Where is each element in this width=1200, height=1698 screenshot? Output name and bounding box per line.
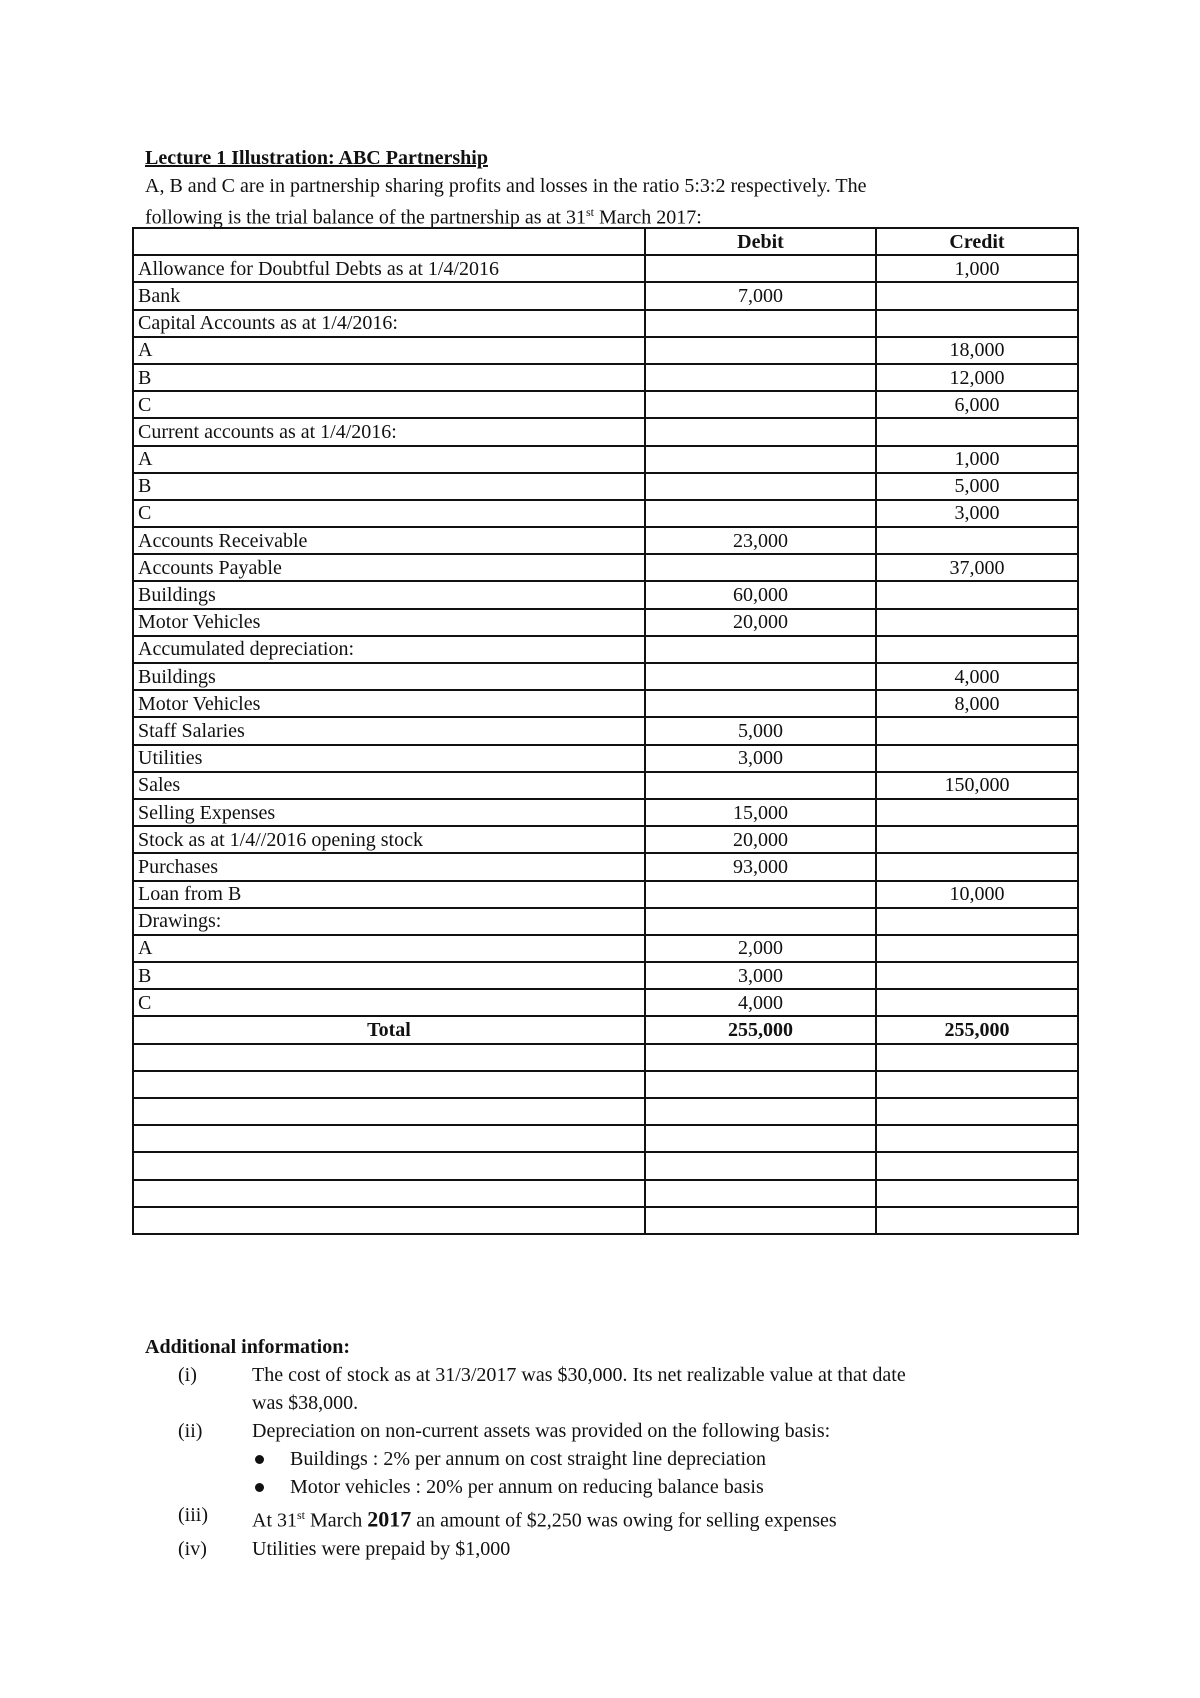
account-cell: Buildings: [133, 663, 645, 690]
blank-cell: [876, 1152, 1078, 1179]
account-cell: Accounts Receivable: [133, 527, 645, 554]
table-row: [133, 690, 1078, 717]
account-cell: Loan from B: [133, 881, 645, 908]
info-year: 2017: [367, 1506, 412, 1532]
debit-cell: [645, 473, 876, 500]
account-cell: A: [133, 446, 645, 473]
intro-line-2-end: March 2017:: [594, 206, 702, 229]
account-cell: Motor Vehicles: [133, 609, 645, 636]
blank-cell: [133, 1071, 645, 1098]
table-row: [133, 745, 1078, 772]
credit-cell: [876, 962, 1078, 989]
trial-balance-table: [132, 227, 1079, 1235]
intro-line-2-text: following is the trial balance of the partnership as at 31: [145, 206, 586, 229]
credit-cell: [876, 989, 1078, 1016]
credit-cell: 3,000: [876, 500, 1078, 527]
table-row: [133, 609, 1078, 636]
account-cell: B: [133, 962, 645, 989]
account-cell: C: [133, 500, 645, 527]
account-cell: A: [133, 935, 645, 962]
table-row: [133, 989, 1078, 1016]
table-header-row: [133, 228, 1078, 255]
debit-cell: [645, 908, 876, 935]
debit-cell: [645, 337, 876, 364]
bullet-item: [145, 1445, 1075, 1473]
account-cell: Current accounts as at 1/4/2016:: [133, 418, 645, 445]
account-cell: Capital Accounts as at 1/4/2016:: [133, 310, 645, 337]
account-cell: Motor Vehicles: [133, 690, 645, 717]
blank-cell: [133, 1044, 645, 1071]
blank-cell: [133, 1125, 645, 1152]
page-title: Lecture 1 Illustration: ABC Partnership: [145, 147, 488, 169]
account-cell: Sales: [133, 772, 645, 799]
blank-cell: [645, 1180, 876, 1207]
blank-cell: [876, 1044, 1078, 1071]
account-cell: C: [133, 989, 645, 1016]
info-number: (iii): [178, 1504, 208, 1526]
debit-cell: 3,000: [645, 962, 876, 989]
blank-cell: [876, 1207, 1078, 1234]
blank-row: [133, 1207, 1078, 1234]
info-text-part: At 31: [252, 1509, 297, 1532]
credit-cell: 5,000: [876, 473, 1078, 500]
blank-cell: [876, 1071, 1078, 1098]
debit-cell: [645, 663, 876, 690]
debit-cell: [645, 310, 876, 337]
table-row: [133, 772, 1078, 799]
debit-cell: [645, 255, 876, 282]
intro-line-2: [145, 199, 1045, 231]
table-body: [133, 255, 1078, 1234]
bullet-icon: [255, 1483, 264, 1492]
info-number: (iv): [178, 1537, 207, 1560]
debit-cell: 93,000: [645, 853, 876, 880]
debit-cell: 20,000: [645, 826, 876, 853]
table-row: [133, 337, 1078, 364]
table-row: [133, 554, 1078, 581]
info-number: (ii): [178, 1420, 203, 1442]
debit-cell: 5,000: [645, 717, 876, 744]
table-row: [133, 826, 1078, 853]
credit-cell: 37,000: [876, 554, 1078, 581]
credit-cell: 10,000: [876, 881, 1078, 908]
table-row: [133, 500, 1078, 527]
blank-row: [133, 1152, 1078, 1179]
account-cell: Accounts Payable: [133, 554, 645, 581]
credit-cell: 1,000: [876, 255, 1078, 282]
info-number: (i): [178, 1364, 197, 1386]
account-cell: Allowance for Doubtful Debts as at 1/4/2016: [133, 255, 645, 282]
debit-cell: [645, 636, 876, 663]
debit-cell: 4,000: [645, 989, 876, 1016]
debit-cell: [645, 418, 876, 445]
credit-cell: 4,000: [876, 663, 1078, 690]
table-row: [133, 663, 1078, 690]
blank-cell: [133, 1180, 645, 1207]
credit-cell: 6,000: [876, 391, 1078, 418]
blank-cell: [133, 1152, 645, 1179]
bullet-text: Buildings : 2% per annum on cost straight line depreciation: [290, 1448, 767, 1470]
account-cell: Drawings:: [133, 908, 645, 935]
blank-cell: [133, 1207, 645, 1234]
credit-cell: [876, 799, 1078, 826]
debit-cell: 7,000: [645, 282, 876, 309]
table-row: [133, 527, 1078, 554]
intro-line-1: A, B and C are in partnership sharing profits and losses in the ratio 5:3:2 respectively. The: [145, 175, 867, 197]
credit-cell: [876, 935, 1078, 962]
depreciation-bullets: [145, 1445, 1075, 1501]
debit-cell: [645, 881, 876, 908]
credit-cell: 1,000: [876, 446, 1078, 473]
blank-row: [133, 1044, 1078, 1071]
account-cell: B: [133, 473, 645, 500]
blank-cell: [876, 1180, 1078, 1207]
credit-cell: 150,000: [876, 772, 1078, 799]
header-debit: Debit: [645, 228, 876, 255]
credit-cell: [876, 527, 1078, 554]
credit-cell: [876, 908, 1078, 935]
blank-cell: [645, 1207, 876, 1234]
blank-cell: [645, 1098, 876, 1125]
intro-paragraph: [145, 173, 1045, 231]
blank-cell: [645, 1044, 876, 1071]
account-cell: Utilities: [133, 745, 645, 772]
debit-cell: 20,000: [645, 609, 876, 636]
blank-cell: [876, 1098, 1078, 1125]
table-row: [133, 446, 1078, 473]
info-item-i: [145, 1361, 1075, 1417]
bullet-item: [145, 1473, 1075, 1501]
info-item-iii: [145, 1501, 1075, 1535]
info-text: The cost of stock as at 31/3/2017 was $30,000. Its net realizable value at that date: [252, 1364, 906, 1386]
total-label: Total: [133, 1016, 645, 1043]
account-cell: A: [133, 337, 645, 364]
info-text-part: an amount of $2,250 was owing for selling expenses: [411, 1509, 837, 1532]
info-item-ii: [145, 1417, 1075, 1445]
table-row: [133, 636, 1078, 663]
credit-cell: [876, 310, 1078, 337]
debit-cell: [645, 554, 876, 581]
table-row: [133, 364, 1078, 391]
blank-cell: [645, 1071, 876, 1098]
info-text: Utilities were prepaid by $1,000: [252, 1537, 511, 1560]
table-row: [133, 391, 1078, 418]
table-row: [133, 908, 1078, 935]
debit-cell: 60,000: [645, 581, 876, 608]
info-text: Depreciation on non-current assets was provided on the following basis:: [252, 1420, 831, 1442]
credit-cell: [876, 282, 1078, 309]
blank-cell: [876, 1125, 1078, 1152]
account-cell: Staff Salaries: [133, 717, 645, 744]
header-account: [133, 228, 645, 255]
account-cell: Selling Expenses: [133, 799, 645, 826]
debit-cell: [645, 391, 876, 418]
blank-row: [133, 1180, 1078, 1207]
debit-cell: [645, 500, 876, 527]
debit-cell: [645, 364, 876, 391]
table-row: [133, 881, 1078, 908]
table-row: [133, 799, 1078, 826]
credit-cell: [876, 581, 1078, 608]
total-credit: 255,000: [876, 1016, 1078, 1043]
debit-cell: 3,000: [645, 745, 876, 772]
account-cell: B: [133, 364, 645, 391]
table-row: [133, 717, 1078, 744]
intro-superscript: st: [585, 205, 594, 219]
info-text: was $38,000.: [252, 1392, 359, 1414]
credit-cell: [876, 745, 1078, 772]
credit-cell: [876, 609, 1078, 636]
bullet-text: Motor vehicles : 20% per annum on reducing balance basis: [290, 1476, 764, 1498]
total-row: [133, 1016, 1078, 1043]
blank-row: [133, 1125, 1078, 1152]
table-row: [133, 418, 1078, 445]
debit-cell: [645, 690, 876, 717]
account-cell: Purchases: [133, 853, 645, 880]
credit-cell: [876, 826, 1078, 853]
account-cell: Buildings: [133, 581, 645, 608]
table-row: [133, 962, 1078, 989]
credit-cell: [876, 717, 1078, 744]
credit-cell: 12,000: [876, 364, 1078, 391]
blank-cell: [645, 1152, 876, 1179]
credit-cell: 8,000: [876, 690, 1078, 717]
table-row: [133, 473, 1078, 500]
account-cell: Bank: [133, 282, 645, 309]
blank-cell: [645, 1125, 876, 1152]
credit-cell: [876, 418, 1078, 445]
info-item-iv: [145, 1535, 1075, 1563]
account-cell: C: [133, 391, 645, 418]
table-row: [133, 581, 1078, 608]
debit-cell: 23,000: [645, 527, 876, 554]
account-cell: Stock as at 1/4//2016 opening stock: [133, 826, 645, 853]
table-row: [133, 310, 1078, 337]
credit-cell: [876, 853, 1078, 880]
debit-cell: 2,000: [645, 935, 876, 962]
table-row: [133, 255, 1078, 282]
additional-heading: Additional information:: [145, 1336, 351, 1358]
debit-cell: [645, 772, 876, 799]
bullet-icon: [255, 1455, 264, 1464]
credit-cell: 18,000: [876, 337, 1078, 364]
blank-row: [133, 1071, 1078, 1098]
info-text: [252, 1501, 1075, 1535]
additional-information: [145, 1333, 1075, 1563]
total-debit: 255,000: [645, 1016, 876, 1043]
table-row: [133, 935, 1078, 962]
info-superscript: st: [297, 1508, 306, 1522]
header-credit: Credit: [876, 228, 1078, 255]
blank-row: [133, 1098, 1078, 1125]
table-row: [133, 282, 1078, 309]
account-cell: Accumulated depreciation:: [133, 636, 645, 663]
info-text-part: March: [305, 1509, 368, 1532]
table-row: [133, 853, 1078, 880]
credit-cell: [876, 636, 1078, 663]
blank-cell: [133, 1098, 645, 1125]
debit-cell: 15,000: [645, 799, 876, 826]
debit-cell: [645, 446, 876, 473]
